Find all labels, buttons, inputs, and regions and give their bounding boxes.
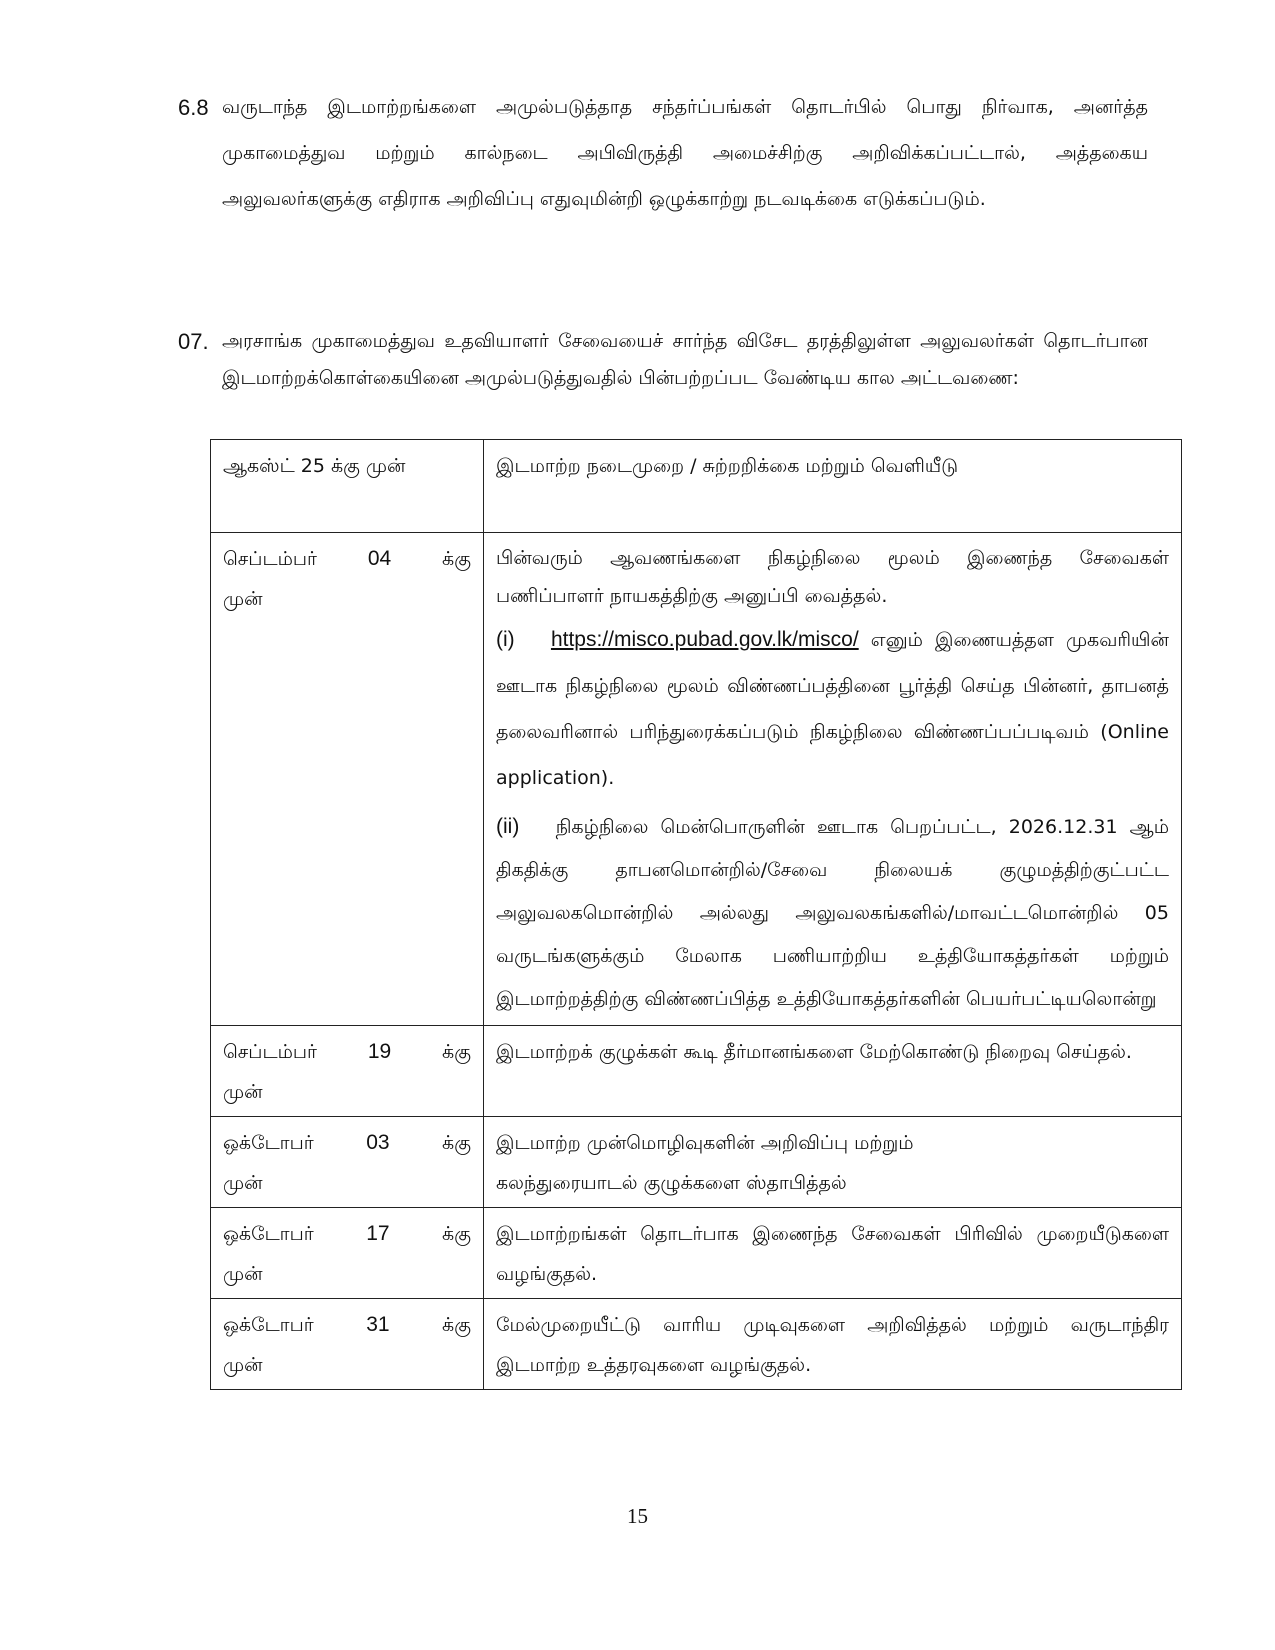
table-row — [211, 440, 1182, 533]
deadline-suffix: க்கு — [442, 548, 471, 570]
deadline-month: ஒக்டோபர் — [223, 1314, 314, 1336]
deadline-month: ஒக்டோபர் — [223, 1132, 314, 1154]
deadline-month: செப்டம்பர் — [223, 548, 317, 570]
deadline-text: ஆகஸ்ட் 25 க்கு முன் — [223, 455, 406, 477]
table-row — [211, 1117, 1182, 1208]
deadline-suffix: க்கு — [442, 1223, 471, 1245]
list-item — [496, 617, 1169, 801]
deadline-day: 19 — [367, 1040, 392, 1063]
deadline-date — [223, 1032, 471, 1072]
section-text: அரசாங்க முகாமைத்துவ உதவியாளர் சேவையைச் சார்ந்த விசேட தரத்திலுள்ள அலுவலர்கள் தொடர்பான இடமாற்றக்கொள்கையினை அமுல்படுத்துவதில் பின்பற்றப்பட வேண்டிய கால அட்டவணை: — [222, 330, 1148, 389]
activity-text: இடமாற்ற நடைமுறை / சுற்றறிக்கை மற்றும் வெளியீடு — [496, 455, 959, 477]
deadline-date — [223, 539, 471, 579]
section-number: 07. — [178, 329, 209, 354]
activity-cell — [484, 1117, 1182, 1208]
activity-line: கலந்துரையாடல் குழுக்களை ஸ்தாபித்தல் — [496, 1172, 847, 1194]
table-row — [211, 1208, 1182, 1299]
table-row — [211, 1026, 1182, 1117]
deadline-day: 03 — [366, 1131, 390, 1154]
activity-text: இடமாற்றக் குழுக்கள் கூடி தீர்மானங்களை மேற்கொண்டு நிறைவு செய்தல். — [496, 1041, 1132, 1063]
section-number: 6.8 — [178, 95, 209, 120]
deadline-tail: முன் — [223, 1081, 263, 1103]
misco-link[interactable]: https://misco.pubad.gov.lk/misco/ — [550, 628, 859, 651]
deadline-cell — [211, 533, 484, 1026]
deadline-cell — [211, 1208, 484, 1299]
activity-cell — [484, 1208, 1182, 1299]
section-6-8 — [178, 84, 1148, 222]
deadline-cell — [211, 440, 484, 533]
item-marker: (i) — [496, 628, 515, 651]
activity-intro: பின்வரும் ஆவணங்களை நிகழ்நிலை மூலம் இணைந்த சேவைகள் பணிப்பாளர் நாயகத்திற்கு அனுப்பி வைத்தல். — [496, 547, 1169, 607]
activity-cell — [484, 1026, 1182, 1117]
list-item — [496, 805, 1169, 1021]
deadline-suffix: க்கு — [442, 1041, 471, 1063]
table-row — [211, 533, 1182, 1026]
deadline-suffix: க்கு — [442, 1132, 471, 1154]
deadline-month: ஒக்டோபர் — [223, 1223, 314, 1245]
deadline-suffix: க்கு — [442, 1314, 471, 1336]
schedule-table — [210, 439, 1182, 1390]
deadline-cell — [211, 1026, 484, 1117]
page-number: 15 — [627, 1504, 648, 1528]
deadline-tail: முன் — [223, 588, 263, 610]
activity-cell — [484, 440, 1182, 533]
table-row — [211, 1299, 1182, 1390]
deadline-cell — [211, 1299, 484, 1390]
item-text: எனும் இணையத்தள முகவரியின் ஊடாக நிகழ்நிலை மூலம் விண்ணப்பத்தினை பூர்த்தி செய்த பின்னர், தாபனத் தலைவரினால் பரிந்துரைக்கப்படும் நிகழ்நிலை விண்ணப்பப்படிவம் (Online application). — [496, 629, 1169, 789]
deadline-date — [223, 1214, 471, 1254]
activity-cell — [484, 533, 1182, 1026]
deadline-month: செப்டம்பர் — [223, 1041, 317, 1063]
deadline-day: 04 — [367, 547, 392, 570]
deadline-tail: முன் — [223, 1172, 263, 1194]
deadline-tail: முன் — [223, 1354, 263, 1376]
activity-line: இடமாற்ற முன்மொழிவுகளின் அறிவிப்பு மற்றும் — [496, 1132, 914, 1154]
deadline-day: 31 — [366, 1313, 390, 1336]
section-07 — [178, 323, 1148, 397]
item-marker: (ii) — [496, 815, 520, 838]
activity-cell — [484, 1299, 1182, 1390]
activity-text: மேல்முறையீட்டு வாரிய முடிவுகளை அறிவித்தல் மற்றும் வருடாந்திர இடமாற்ற உத்தரவுகளை வழங்குதல். — [496, 1314, 1169, 1376]
deadline-date — [223, 1305, 471, 1345]
deadline-cell — [211, 1117, 484, 1208]
item-text: நிகழ்நிலை மென்பொருளின் ஊடாக பெறப்பட்ட, 2026.12.31 ஆம் திகதிக்கு தாபனமொன்றில்/சேவை நிலையக் குழுமத்திற்குட்பட்ட அலுவலகமொன்றில் அல்லது அலுவலகங்களில்/மாவட்டமொன்றில் 05 வருடங்களுக்கும் மேலாக பணியாற்றிய உத்தியோகத்தர்கள் மற்றும் இடமாற்றத்திற்கு விண்ணப்பித்த உத்தியோகத்தர்களின் பெயர்பட்டியலொன்று — [496, 816, 1169, 1010]
deadline-date — [223, 1123, 471, 1163]
deadline-day: 17 — [366, 1222, 390, 1245]
section-text: வருடாந்த இடமாற்றங்களை அமுல்படுத்தாத சந்தர்ப்பங்கள் தொடர்பில் பொது நிர்வாக, அனர்த்த முகாமைத்துவ மற்றும் கால்நடை அபிவிருத்தி அமைச்சிற்கு அறிவிக்கப்பட்டால், அத்தகைய அலுவலர்களுக்கு எதிராக அறிவிப்பு எதுவுமின்றி ஒழுக்காற்று நடவடிக்கை எடுக்கப்படும். — [222, 96, 1148, 210]
deadline-tail: முன் — [223, 1263, 263, 1285]
activity-text: இடமாற்றங்கள் தொடர்பாக இணைந்த சேவைகள் பிரிவில் முறையீடுகளை வழங்குதல். — [496, 1223, 1169, 1285]
